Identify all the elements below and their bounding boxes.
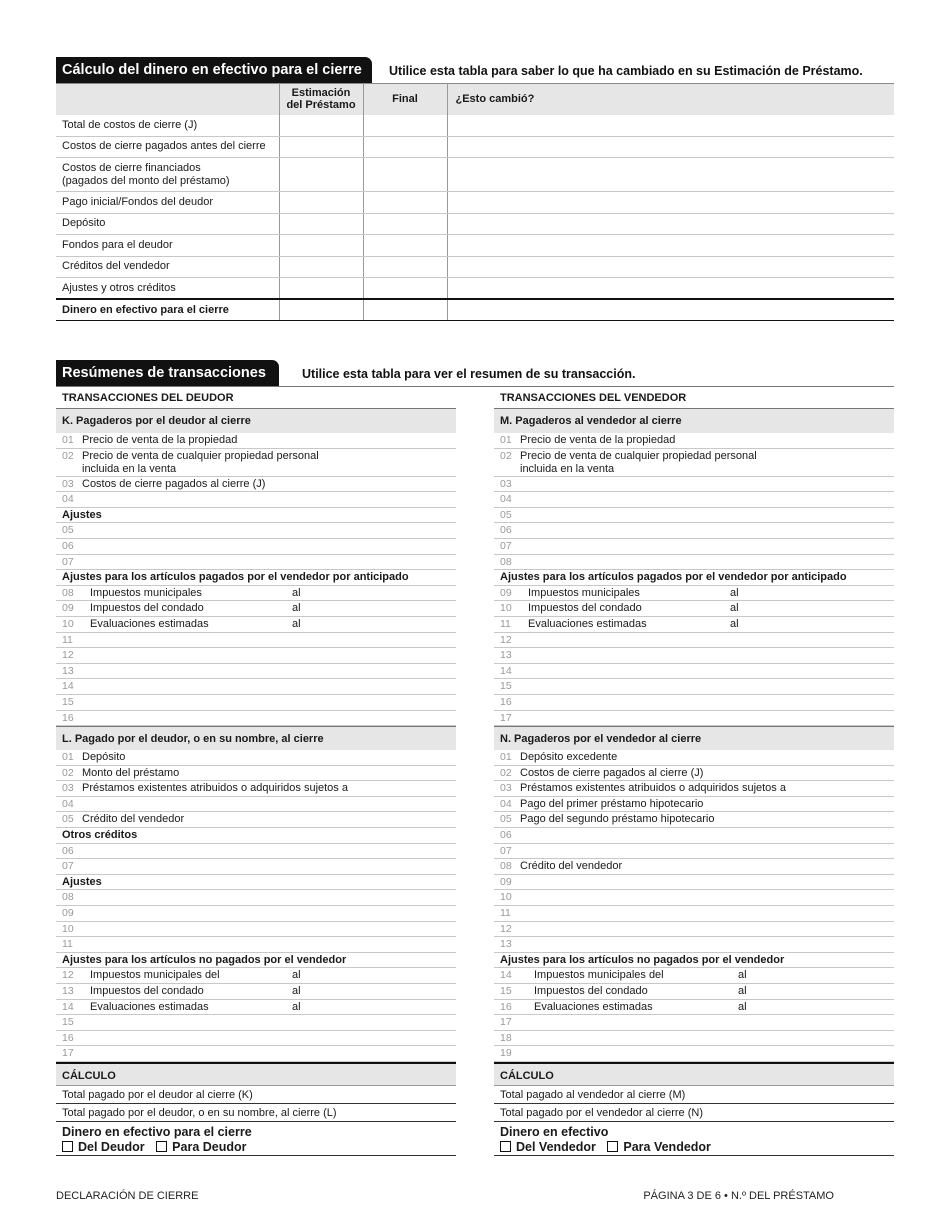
- from-borrower-label: Del Deudor: [78, 1139, 145, 1154]
- list-item: 01 Precio de venta de la propiedad: [56, 433, 456, 449]
- borrower-title: TRANSACCIONES DEL DEUDOR: [56, 387, 456, 409]
- list-item: 14: [56, 679, 456, 695]
- list-item: 08: [494, 555, 894, 571]
- cash-to-close-header-row: [56, 84, 894, 115]
- header-changed: ¿Esto cambió?: [447, 84, 894, 115]
- list-item: 11: [56, 633, 456, 649]
- unpaid-by-seller-label: Ajustes para los artículos no pagados por el vendedor: [56, 953, 456, 969]
- section-k-head: K. Pagaderos por el deudor al cierre: [56, 409, 456, 433]
- borrower-cash-title: Dinero en efectivo para el cierre: [62, 1124, 252, 1139]
- list-item: 08: [56, 890, 456, 906]
- list-item: 07: [494, 844, 894, 860]
- other-credits-label: Otros créditos: [56, 828, 456, 844]
- header-estimate: Estimación del Préstamo: [279, 84, 363, 115]
- list-item: 03: [494, 477, 894, 493]
- list-item: 09 Impuestos del condado al: [56, 601, 456, 617]
- from-borrower-checkbox[interactable]: [62, 1141, 73, 1152]
- list-item: 04 Pago del primer préstamo hipotecario: [494, 797, 894, 813]
- list-item: 09: [56, 906, 456, 922]
- list-item: 14: [494, 664, 894, 680]
- list-item: 02 Precio de venta de cualquier propiedad personal incluida en la venta: [494, 449, 894, 477]
- list-item: 01 Depósito: [56, 750, 456, 766]
- table-row: Ajustes y otros créditos: [56, 278, 894, 300]
- list-item: 05: [494, 508, 894, 524]
- list-item: 18: [494, 1031, 894, 1047]
- list-item: 12: [56, 648, 456, 664]
- cash-to-close-note: Utilice esta tabla para saber lo que ha cambiado en su Estimación de Préstamo.: [389, 64, 863, 78]
- list-item: 07: [494, 539, 894, 555]
- seller-cash-title: Dinero en efectivo: [500, 1124, 609, 1139]
- list-item: 16: [56, 1031, 456, 1047]
- list-item: 12: [494, 922, 894, 938]
- header-final: Final: [363, 84, 447, 115]
- list-item: 17: [494, 711, 894, 727]
- list-item: 05 Pago del segundo préstamo hipotecario: [494, 812, 894, 828]
- list-item: 06: [56, 539, 456, 555]
- table-row: Fondos para el deudor: [56, 235, 894, 257]
- list-item: 10: [494, 890, 894, 906]
- borrower-column: [56, 387, 456, 1156]
- list-item: 02 Costos de cierre pagados al cierre (J): [494, 766, 894, 782]
- list-item: 11 Evaluaciones estimadas al: [494, 617, 894, 633]
- to-seller-label: Para Vendedor: [623, 1139, 711, 1154]
- table-row: Costos de cierre pagados antes del cierre: [56, 136, 894, 158]
- list-item: 06: [56, 844, 456, 860]
- table-row: Créditos del vendedor: [56, 256, 894, 278]
- to-seller-checkbox[interactable]: [607, 1141, 618, 1152]
- list-item: 09 Impuestos municipales al: [494, 586, 894, 602]
- table-row: Depósito: [56, 213, 894, 235]
- list-item: 16: [56, 711, 456, 727]
- list-item: 01 Precio de venta de la propiedad: [494, 433, 894, 449]
- list-item: 06: [494, 523, 894, 539]
- cash-to-close-total-row: Dinero en efectivo para el cierre: [56, 299, 894, 321]
- section-m-head: M. Pagaderos al vendedor al cierre: [494, 409, 894, 433]
- seller-calc-n: Total pagado por el vendedor al cierre (N): [494, 1104, 894, 1122]
- table-row: Total de costos de cierre (J): [56, 115, 894, 137]
- from-seller-label: Del Vendedor: [516, 1139, 596, 1154]
- seller-calc-m: Total pagado al vendedor al cierre (M): [494, 1086, 894, 1104]
- list-item: 15: [56, 695, 456, 711]
- to-borrower-checkbox[interactable]: [156, 1141, 167, 1152]
- list-item: 04: [494, 492, 894, 508]
- list-item: 16: [494, 695, 894, 711]
- list-item: 10: [56, 922, 456, 938]
- list-item: 04: [56, 797, 456, 813]
- list-item: 08 Crédito del vendedor: [494, 859, 894, 875]
- list-item: 13: [494, 937, 894, 953]
- list-item: 03 Préstamos existentes atribuidos o adquiridos sujetos a: [56, 781, 456, 797]
- list-item: 17: [56, 1046, 456, 1062]
- list-item: 05 Crédito del vendedor: [56, 812, 456, 828]
- table-row: Pago inicial/Fondos del deudor: [56, 192, 894, 214]
- cash-to-close-table: [56, 83, 894, 321]
- from-seller-checkbox[interactable]: [500, 1141, 511, 1152]
- footer-right: PÁGINA 3 DE 6 • N.º DEL PRÉSTAMO: [643, 1190, 834, 1202]
- list-item: 03 Costos de cierre pagados al cierre (J): [56, 477, 456, 493]
- summaries-note: Utilice esta tabla para ver el resumen de su transacción.: [302, 367, 636, 381]
- list-item: 17: [494, 1015, 894, 1031]
- list-item: 10 Impuestos del condado al: [494, 601, 894, 617]
- list-item: 07: [56, 859, 456, 875]
- list-item: 15: [56, 1015, 456, 1031]
- adjustments-label-l: Ajustes: [56, 875, 456, 891]
- list-item: 11: [56, 937, 456, 953]
- list-item: 12: [494, 633, 894, 649]
- cash-to-close-tab: [56, 57, 372, 83]
- list-item: 14 Evaluaciones estimadas al: [56, 1000, 456, 1016]
- list-item: 10 Evaluaciones estimadas al: [56, 617, 456, 633]
- list-item: 14 Impuestos municipales del al: [494, 968, 894, 984]
- borrower-calc-k: Total pagado por el deudor al cierre (K): [56, 1086, 456, 1104]
- list-item: 13 Impuestos del condado al: [56, 984, 456, 1000]
- seller-calc-head: CÁLCULO: [494, 1062, 894, 1086]
- list-item: 03 Préstamos existentes atribuidos o adquiridos sujetos a: [494, 781, 894, 797]
- to-borrower-label: Para Deudor: [172, 1139, 247, 1154]
- summaries-tab: [56, 360, 279, 386]
- list-item: 16 Evaluaciones estimadas al: [494, 1000, 894, 1016]
- list-item: 15: [494, 679, 894, 695]
- table-row: Costos de cierre financiados (pagados del monto del préstamo): [56, 158, 894, 192]
- list-item: 06: [494, 828, 894, 844]
- header-blank: [56, 84, 279, 115]
- cash-to-close-title: Cálculo del dinero en efectivo para el cierre: [62, 62, 362, 78]
- list-item: 11: [494, 906, 894, 922]
- list-item: 02 Precio de venta de cualquier propiedad personal incluida en la venta: [56, 449, 456, 477]
- adjustments-label: Ajustes: [56, 508, 456, 524]
- list-item: 08 Impuestos municipales al: [56, 586, 456, 602]
- borrower-calc-head: CÁLCULO: [56, 1062, 456, 1086]
- list-item: 04: [56, 492, 456, 508]
- borrower-calc-l: Total pagado por el deudor, o en su nombre, al cierre (L): [56, 1104, 456, 1122]
- seller-paid-advance-label-s: Ajustes para los artículos pagados por el vendedor por anticipado: [494, 570, 894, 586]
- list-item: 15 Impuestos del condado al: [494, 984, 894, 1000]
- seller-paid-advance-label: Ajustes para los artículos pagados por el vendedor por anticipado: [56, 570, 456, 586]
- list-item: 13: [494, 648, 894, 664]
- list-item: 02 Monto del préstamo: [56, 766, 456, 782]
- list-item: 07: [56, 555, 456, 571]
- footer-left: DECLARACIÓN DE CIERRE: [56, 1190, 199, 1202]
- list-item: 05: [56, 523, 456, 539]
- unpaid-by-seller-label-s: Ajustes para los artículos no pagados por el vendedor: [494, 953, 894, 969]
- section-n-head: N. Pagaderos por el vendedor al cierre: [494, 726, 894, 750]
- list-item: 09: [494, 875, 894, 891]
- seller-column: [494, 387, 894, 1156]
- seller-cash-box: [494, 1122, 894, 1156]
- list-item: 12 Impuestos municipales del al: [56, 968, 456, 984]
- list-item: 19: [494, 1046, 894, 1062]
- list-item: 13: [56, 664, 456, 680]
- section-l-head: L. Pagado por el deudor, o en su nombre, al cierre: [56, 726, 456, 750]
- borrower-cash-box: [56, 1122, 456, 1156]
- seller-title: TRANSACCIONES DEL VENDEDOR: [494, 387, 894, 409]
- list-item: 01 Depósito excedente: [494, 750, 894, 766]
- summaries-title: Resúmenes de transacciones: [62, 365, 266, 381]
